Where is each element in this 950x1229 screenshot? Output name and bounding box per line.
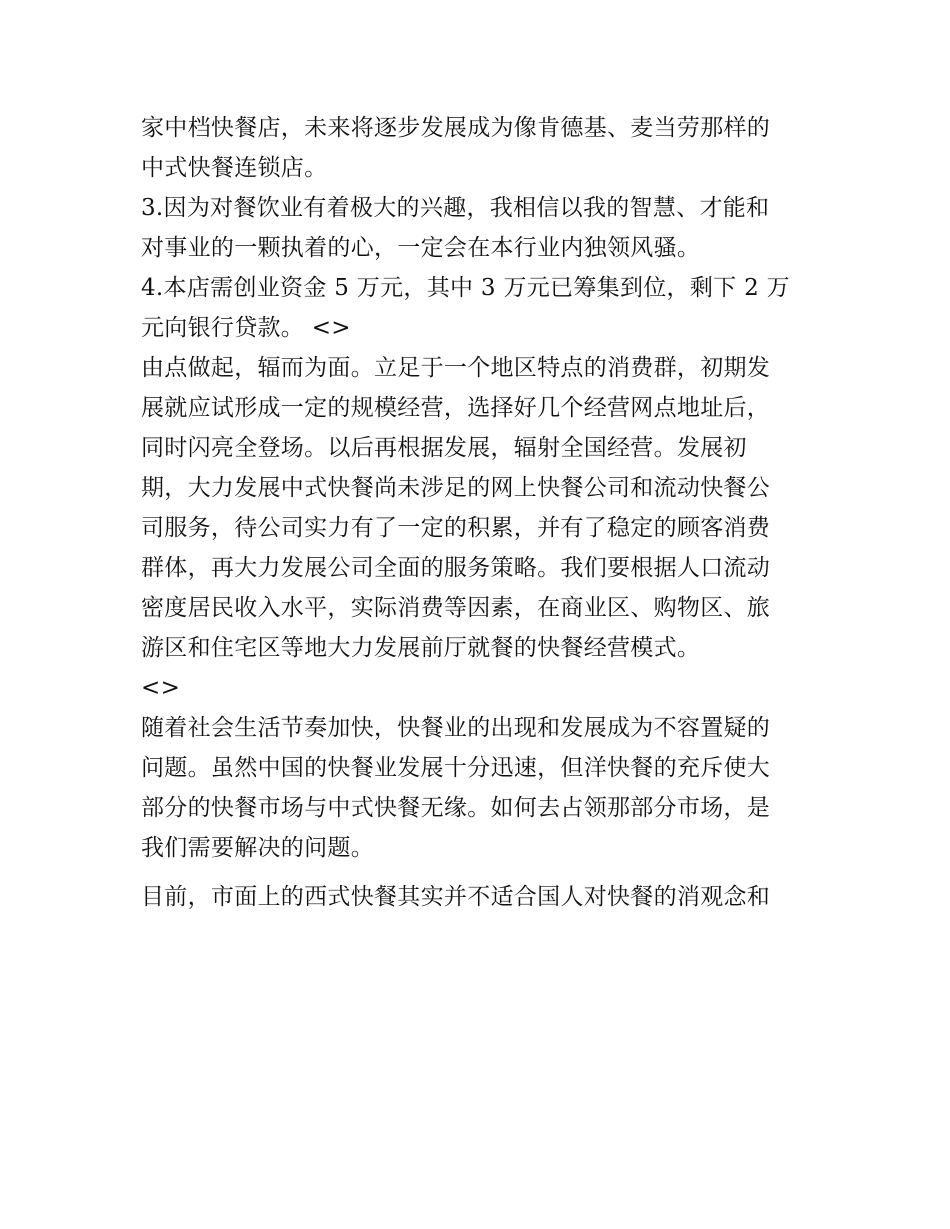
text-line: 随着社会生活节奏加快，快餐业的出现和发展成为不容置疑的 — [141, 715, 771, 741]
paragraph-5 — [141, 708, 821, 868]
text-line: 同时闪亮全登场。以后再根据发展，辐射全国经营。发展初 — [141, 435, 747, 461]
paragraph-6 — [141, 877, 821, 917]
text-line: 对事业的一颗执着的心，一定会在本行业内独领风骚。 — [141, 235, 701, 261]
text-line: 4.本店需创业资金 5 万元，其中 3 万元已筹集到位，剩下 2 万 — [141, 275, 790, 301]
text-line: 中式快餐连锁店。 — [141, 155, 328, 181]
text-line: 目前，市面上的西式快餐其实并不适合国人对快餐的消观念和 — [141, 884, 771, 910]
paragraph-1 — [141, 108, 821, 188]
text-line: 游区和住宅区等地大力发展前厅就餐的快餐经营模式。 — [141, 635, 701, 661]
text-line: 问题。虽然中国的快餐业发展十分迅速，但洋快餐的充斥使大 — [141, 755, 771, 781]
text-line: 群体，再大力发展公司全面的服务策略。我们要根据人口流动 — [141, 555, 771, 581]
text-line: 密度居民收入水平，实际消费等因素，在商业区、购物区、旅 — [141, 595, 771, 621]
paragraph-2 — [141, 188, 821, 268]
paragraph-3 — [141, 268, 821, 348]
text-line: 司服务，待公司实力有了一定的积累，并有了稳定的顾客消费 — [141, 515, 771, 541]
text-line: 元向银行贷款。 <> — [141, 315, 351, 341]
text-line: 家中档快餐店，未来将逐步发展成为像肯德基、麦当劳那样的 — [141, 115, 771, 141]
document-body — [141, 108, 821, 917]
text-line: 期，大力发展中式快餐尚未涉足的网上快餐公司和流动快餐公 — [141, 475, 771, 501]
text-line: 3.因为对餐饮业有着极大的兴趣，我相信以我的智慧、才能和 — [141, 195, 770, 221]
text-line: 我们需要解决的问题。 — [141, 835, 374, 861]
text-line: 部分的快餐市场与中式快餐无缘。如何去占领那部分市场，是 — [141, 795, 771, 821]
paragraph-4 — [141, 348, 821, 708]
text-line: 展就应试形成一定的规模经营，选择好几个经营网点地址后， — [141, 395, 771, 421]
text-line: 由点做起，辐而为面。立足于一个地区特点的消费群，初期发 — [141, 355, 771, 381]
text-line: <> — [141, 675, 181, 701]
